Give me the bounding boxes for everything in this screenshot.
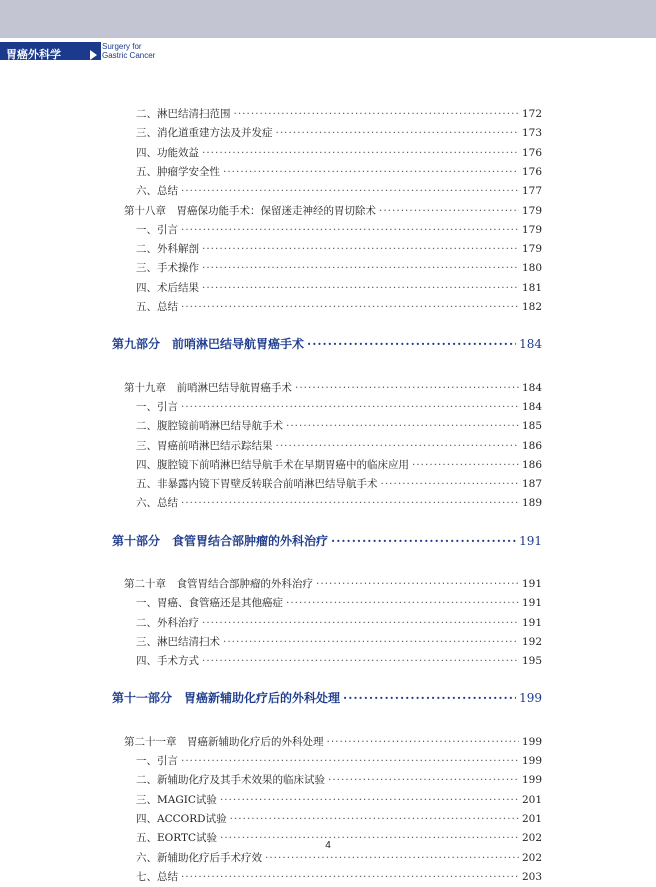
toc-entry-page: 184 bbox=[521, 382, 542, 394]
toc-entry-sec[interactable] bbox=[136, 848, 542, 868]
dot-leader bbox=[276, 123, 519, 143]
toc-entry-sec[interactable] bbox=[136, 181, 542, 201]
toc-entry-page: 186 bbox=[521, 440, 542, 452]
toc-entry-page: 199 bbox=[521, 774, 542, 786]
toc-entry-page: 176 bbox=[521, 147, 542, 159]
toc-entry-sec[interactable] bbox=[136, 258, 542, 278]
toc-entry-label: 四、ACCORD试验 bbox=[136, 813, 227, 825]
running-header bbox=[0, 38, 230, 64]
toc-entry-page: 192 bbox=[521, 636, 542, 648]
toc-entry-label: 第十八章 胃癌保功能手术：保留迷走神经的胃切除术 bbox=[124, 205, 376, 217]
toc-entry-label: 四、术后结果 bbox=[136, 282, 199, 294]
toc-entry-label: 三、胃癌前哨淋巴结示踪结果 bbox=[136, 440, 273, 452]
toc-entry-sec[interactable] bbox=[136, 220, 542, 240]
toc-entry-label: 四、腹腔镜下前哨淋巴结导航手术在早期胃癌中的临床应用 bbox=[136, 459, 409, 471]
toc-entry-sec[interactable] bbox=[136, 297, 542, 317]
toc-entry-label: 四、功能效益 bbox=[136, 147, 199, 159]
toc-entry-sec[interactable] bbox=[136, 867, 542, 887]
toc-entry-label: 三、消化道重建方法及并发症 bbox=[136, 127, 273, 139]
dot-leader bbox=[181, 867, 519, 887]
toc-entry-page: 202 bbox=[521, 832, 542, 844]
header-title-en bbox=[102, 42, 155, 60]
toc-entry-sec[interactable] bbox=[136, 104, 542, 124]
dot-leader bbox=[181, 181, 519, 201]
toc-entry-sec[interactable] bbox=[136, 123, 542, 143]
toc-entry-page: 177 bbox=[521, 185, 542, 197]
header-band bbox=[0, 42, 101, 60]
toc-entry-label: 一、胃癌、食管癌还是其他癌症 bbox=[136, 597, 283, 609]
dot-leader bbox=[223, 162, 519, 182]
toc-entry-page: 182 bbox=[521, 301, 542, 313]
toc-entry-sec[interactable] bbox=[136, 143, 542, 163]
toc-entry-sec[interactable] bbox=[136, 770, 542, 790]
dot-leader bbox=[379, 201, 519, 221]
toc-entry-page: 184 bbox=[519, 337, 542, 351]
toc-entry-label: 二、淋巴结清扫范围 bbox=[136, 108, 231, 120]
toc-entry-page: 191 bbox=[519, 534, 542, 548]
toc-entry-sec[interactable] bbox=[136, 493, 542, 513]
toc-entry-page: 179 bbox=[521, 205, 542, 217]
toc-entry-label: 二、腹腔镜前哨淋巴结导航手术 bbox=[136, 420, 283, 432]
toc-entry-label: 五、肿瘤学安全性 bbox=[136, 166, 220, 178]
toc-entry-sec[interactable] bbox=[136, 474, 542, 494]
toc-entry-page: 199 bbox=[521, 755, 542, 767]
toc-entry-page: 189 bbox=[521, 497, 542, 509]
toc-entry-page: 201 bbox=[521, 794, 542, 806]
dot-leader bbox=[181, 493, 519, 513]
header-title-zh: 胃癌外科学 bbox=[6, 48, 61, 61]
toc-entry-label: 三、MAGIC试验 bbox=[136, 794, 217, 806]
dot-leader bbox=[381, 474, 519, 494]
toc-entry-label: 第二十章 食管胃结合部肿瘤的外科治疗 bbox=[124, 578, 313, 590]
toc-entry-page: 176 bbox=[521, 166, 542, 178]
toc-entry-sec[interactable] bbox=[136, 436, 542, 456]
toc-entry-page: 181 bbox=[521, 282, 542, 294]
toc-entry-label: 一、引言 bbox=[136, 401, 178, 413]
toc-entry-page: 187 bbox=[521, 478, 542, 490]
toc-entry-label: 五、EORTC试验 bbox=[136, 832, 218, 844]
toc-entry-page: 179 bbox=[521, 224, 542, 236]
toc-entry-label: 三、淋巴结清扫术 bbox=[136, 636, 220, 648]
toc-entry-label: 四、手术方式 bbox=[136, 655, 199, 667]
dot-leader bbox=[234, 104, 519, 124]
dot-leader bbox=[328, 770, 519, 790]
toc-entry-page: 199 bbox=[519, 691, 542, 705]
toc-entry-label: 第十部分 食管胃结合部肿瘤的外科治疗 bbox=[112, 534, 329, 548]
toc-entry-label: 二、外科治疗 bbox=[136, 617, 199, 629]
toc-entry-label: 六、总结 bbox=[136, 185, 178, 197]
toc-entry-sec[interactable] bbox=[136, 416, 542, 436]
dot-leader bbox=[223, 632, 519, 652]
toc-entry-label: 七、总结 bbox=[136, 871, 178, 883]
toc-entry-label: 第十九章 前哨淋巴结导航胃癌手术 bbox=[124, 382, 292, 394]
toc-entry-part[interactable] bbox=[112, 531, 542, 551]
toc-entry-sec[interactable] bbox=[136, 751, 542, 771]
toc-entry-page: 179 bbox=[521, 243, 542, 255]
toc-entry-page: 184 bbox=[521, 401, 542, 413]
toc-entry-sec[interactable] bbox=[136, 790, 542, 810]
toc-entry-label: 第二十一章 胃癌新辅助化疗后的外科处理 bbox=[124, 736, 324, 748]
dot-leader bbox=[181, 751, 519, 771]
dot-leader bbox=[202, 239, 519, 259]
toc-entry-chap[interactable] bbox=[124, 574, 542, 594]
dot-leader bbox=[295, 378, 519, 398]
toc-entry-page: 191 bbox=[521, 617, 542, 629]
dot-leader bbox=[181, 297, 519, 317]
dot-leader bbox=[331, 531, 516, 551]
page-number: 4 bbox=[325, 840, 331, 851]
toc-entry-label: 三、手术操作 bbox=[136, 262, 199, 274]
toc-entry-chap[interactable] bbox=[124, 732, 542, 752]
toc-entry-label: 六、新辅助化疗后手术疗效 bbox=[136, 852, 262, 864]
toc-entry-part[interactable] bbox=[112, 688, 542, 708]
toc-entry-label: 二、新辅助化疗及其手术效果的临床试验 bbox=[136, 774, 325, 786]
dot-leader bbox=[202, 258, 519, 278]
toc-entry-sec[interactable] bbox=[136, 239, 542, 259]
toc-entry-page: 201 bbox=[521, 813, 542, 825]
dot-leader bbox=[220, 790, 519, 810]
toc-entry-page: 202 bbox=[521, 852, 542, 864]
toc-entry-sec[interactable] bbox=[136, 162, 542, 182]
dot-leader bbox=[412, 455, 519, 475]
dot-leader bbox=[202, 143, 519, 163]
header-title-en-line1: Surgery for bbox=[102, 42, 142, 51]
toc-entry-sec[interactable] bbox=[136, 397, 542, 417]
toc-entry-page: 191 bbox=[521, 578, 542, 590]
toc-entry-sec[interactable] bbox=[136, 455, 542, 475]
toc-entry-label: 五、非暴露内镜下胃壁反转联合前哨淋巴结导航手术 bbox=[136, 478, 378, 490]
dot-leader bbox=[202, 278, 519, 298]
toc-entry-page: 186 bbox=[521, 459, 542, 471]
toc-entry-part[interactable] bbox=[112, 334, 542, 354]
dot-leader bbox=[181, 220, 519, 240]
toc-entry-page: 172 bbox=[521, 108, 542, 120]
toc-entry-page: 199 bbox=[521, 736, 542, 748]
dot-leader bbox=[265, 848, 519, 868]
dot-leader bbox=[181, 397, 519, 417]
dot-leader bbox=[230, 809, 519, 829]
toc-entry-label: 六、总结 bbox=[136, 497, 178, 509]
toc-entry-page: 195 bbox=[521, 655, 542, 667]
toc-entry-label: 第十一部分 胃癌新辅助化疗后的外科处理 bbox=[112, 691, 341, 705]
header-title-en-line2: Gastric Cancer bbox=[102, 51, 156, 60]
dot-leader bbox=[286, 416, 519, 436]
dot-leader bbox=[343, 688, 516, 708]
dot-leader bbox=[307, 334, 516, 354]
toc-entry-sec[interactable] bbox=[136, 632, 542, 652]
toc-entry-label: 第九部分 前哨淋巴结导航胃癌手术 bbox=[112, 337, 305, 351]
toc-entry-label: 五、总结 bbox=[136, 301, 178, 313]
dot-leader bbox=[202, 651, 519, 671]
dot-leader bbox=[202, 613, 519, 633]
toc-entry-page: 180 bbox=[521, 262, 542, 274]
toc-entry-sec[interactable] bbox=[136, 651, 542, 671]
toc-entry-page: 203 bbox=[521, 871, 542, 883]
dot-leader bbox=[316, 574, 519, 594]
toc-entry-chap[interactable] bbox=[124, 201, 542, 221]
toc-entry-sec[interactable] bbox=[136, 613, 542, 633]
toc-entry-label: 一、引言 bbox=[136, 755, 178, 767]
dot-leader bbox=[276, 436, 519, 456]
toc-entry-label: 二、外科解剖 bbox=[136, 243, 199, 255]
toc-entry-page: 173 bbox=[521, 127, 542, 139]
toc-entry-page: 185 bbox=[521, 420, 542, 432]
toc-entry-sec[interactable] bbox=[136, 593, 542, 613]
toc-entry-label: 一、引言 bbox=[136, 224, 178, 236]
toc-entry-sec[interactable] bbox=[136, 809, 542, 829]
toc-entry-chap[interactable] bbox=[124, 378, 542, 398]
arrow-right-icon bbox=[90, 50, 97, 60]
toc-entry-page: 191 bbox=[521, 597, 542, 609]
dot-leader bbox=[286, 593, 519, 613]
toc-entry-sec[interactable] bbox=[136, 278, 542, 298]
dot-leader bbox=[327, 732, 519, 752]
